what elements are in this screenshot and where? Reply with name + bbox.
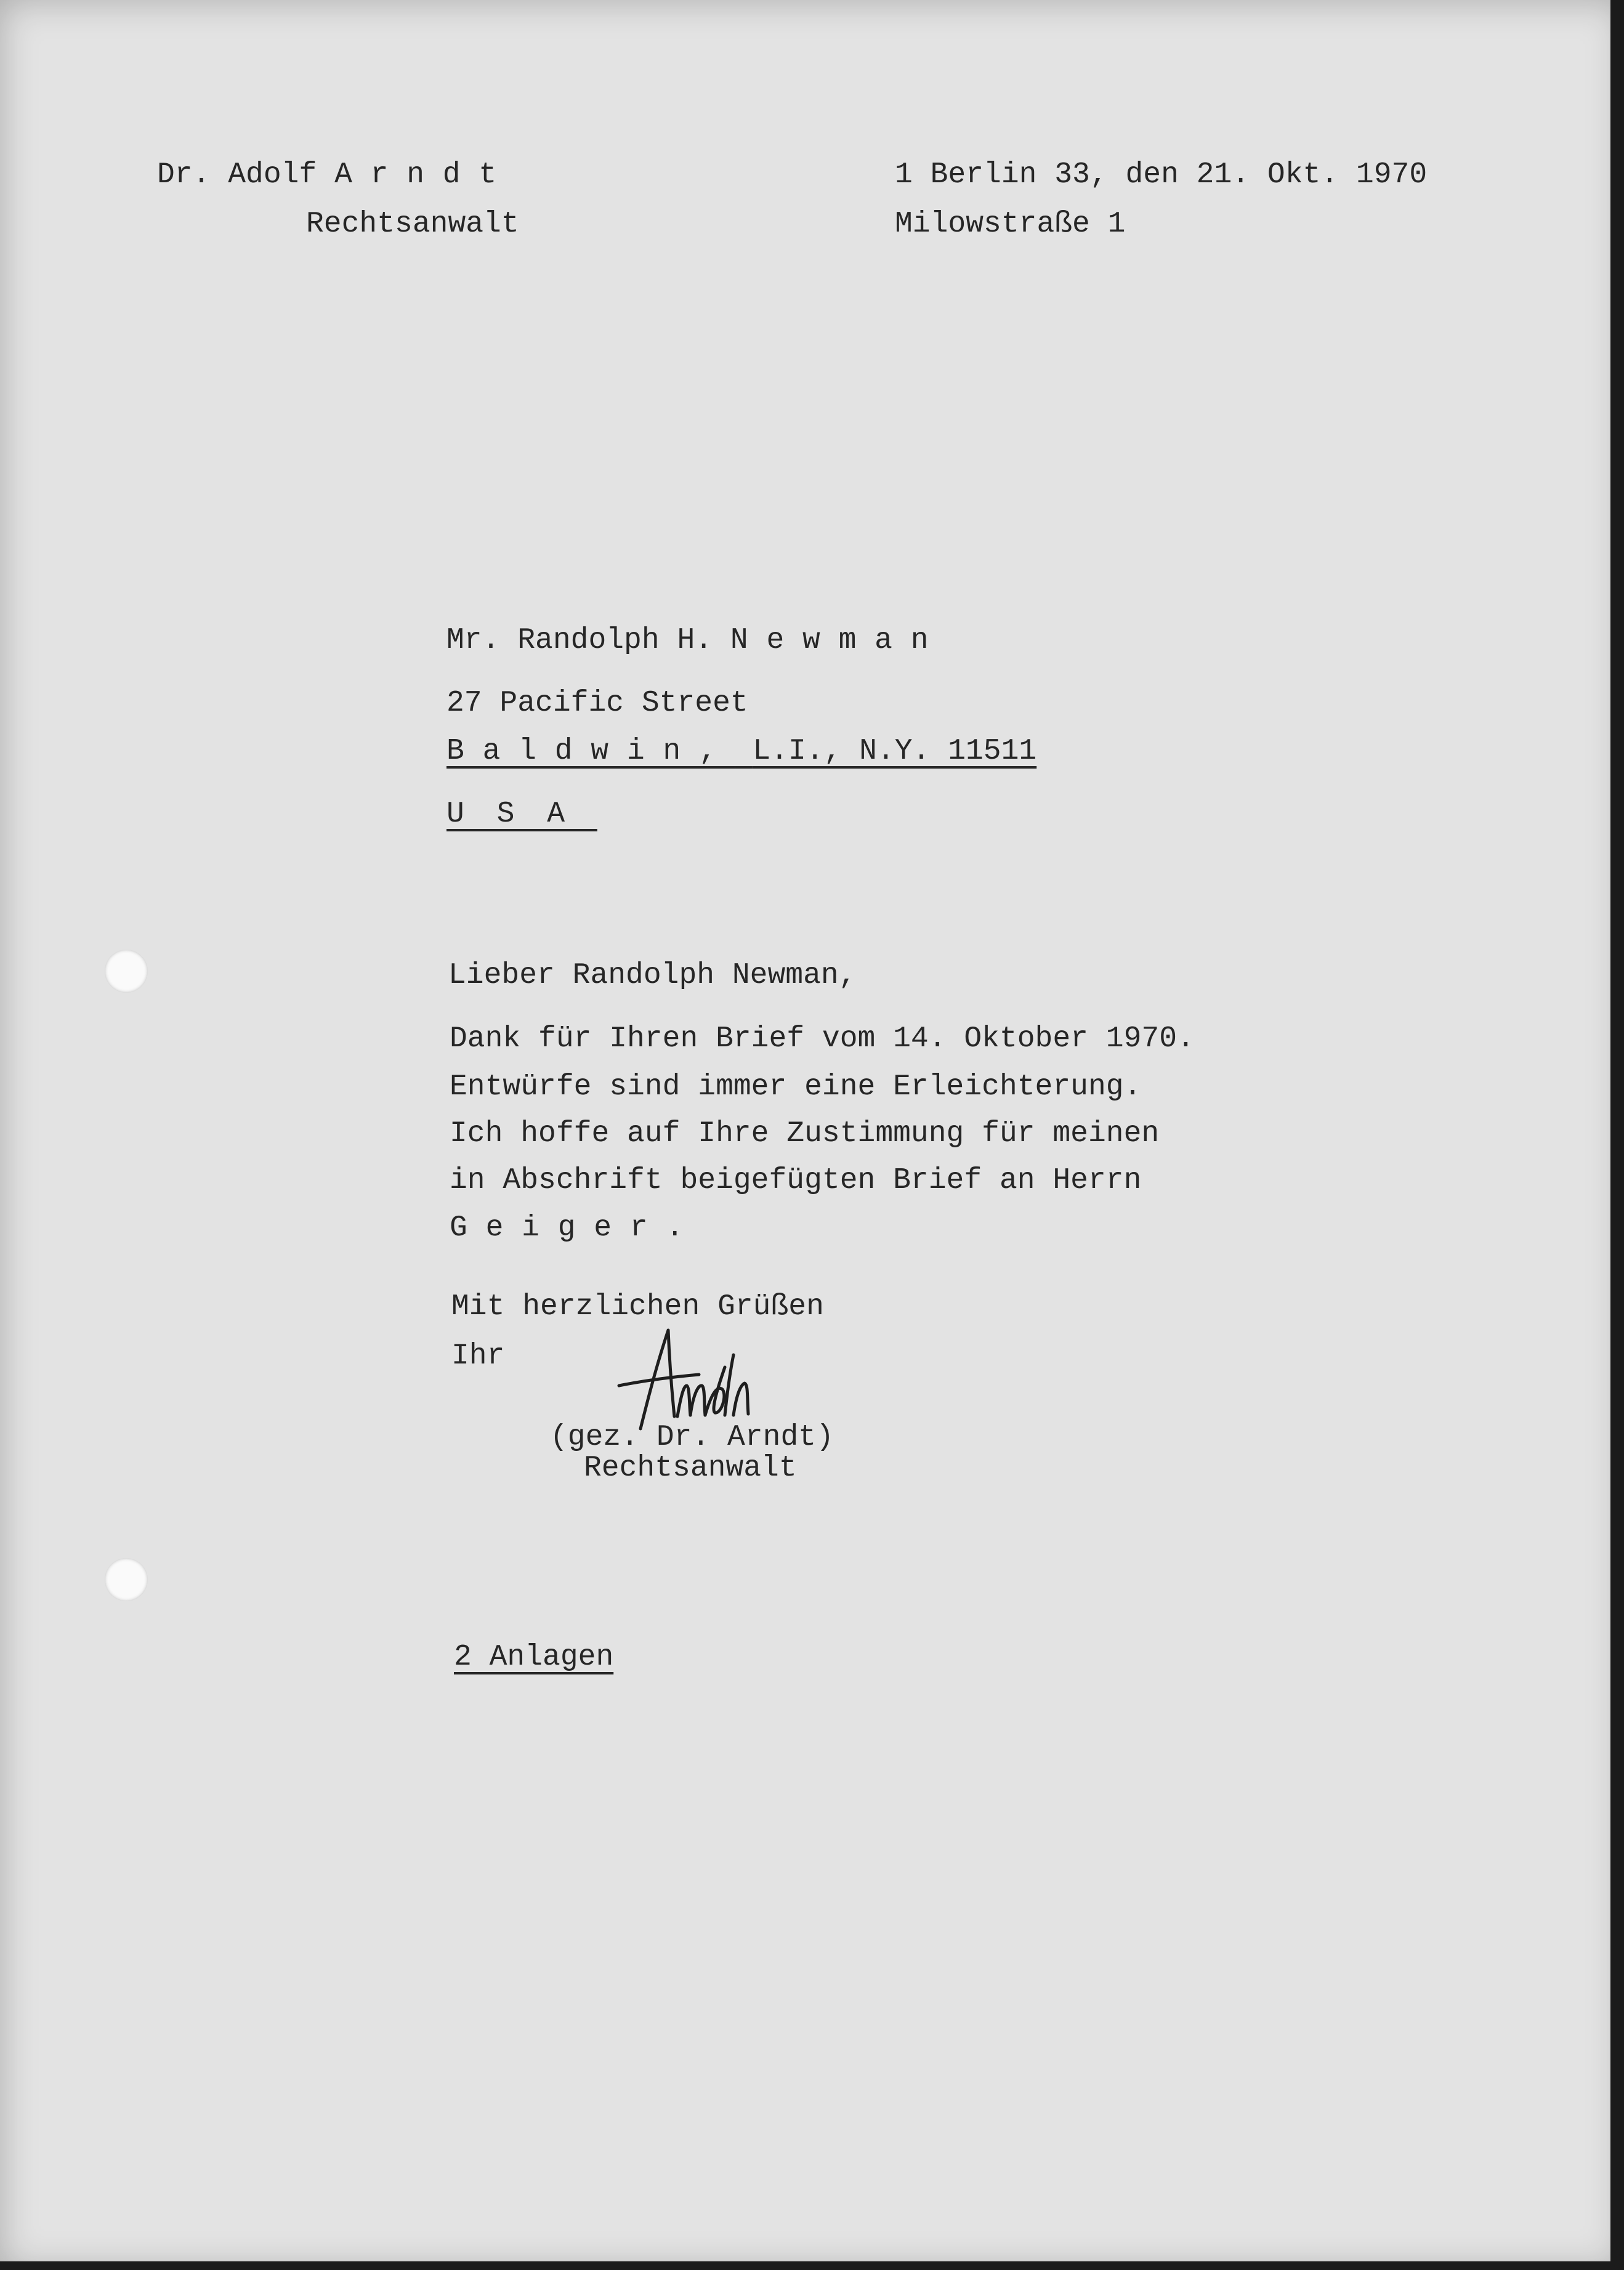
sender-street: Milowstraße 1 (895, 208, 1126, 241)
recipient-name-prefix: Mr. Randolph H. (446, 624, 713, 657)
place-date: 1 Berlin 33, den 21. Okt. 1970 (895, 158, 1428, 192)
recipient-city-rest: L.I., N.Y. 11511 (753, 735, 1037, 768)
recipient-city-name: Baldwin, (446, 735, 735, 768)
enclosures: 2 Anlagen (454, 1641, 614, 1674)
scan-border-bottom (0, 2261, 1624, 2270)
recipient-country: USA (446, 798, 597, 831)
recipient-name (446, 626, 947, 655)
body-line-5: Geiger. (450, 1211, 702, 1245)
punch-hole-top (105, 950, 148, 993)
salutation: Lieber Randolph Newman, (448, 959, 857, 992)
sender-name (157, 160, 515, 190)
recipient-street: 27 Pacific Street (446, 687, 748, 720)
handwritten-signature (613, 1324, 761, 1435)
signature-title: Rechtsanwalt (584, 1452, 797, 1485)
recipient-city (446, 737, 1036, 766)
signature-name: (gez. Dr. Arndt) (550, 1421, 834, 1454)
body-line-1: Dank für Ihren Brief vom 14. Oktober 1970. (450, 1022, 1195, 1056)
recipient-surname: Newman (730, 624, 947, 657)
closing-line-1: Mit herzlichen Grüßen (451, 1290, 824, 1323)
closing-line-2: Ihr (451, 1339, 505, 1373)
body-line-4: in Abschrift beigefügten Brief an Herrn (450, 1164, 1142, 1197)
body-line-2: Entwürfe sind immer eine Erleichterung. (450, 1070, 1142, 1104)
scan-border-right (1610, 0, 1624, 2270)
sender-title: Rechtsanwalt (306, 208, 519, 241)
sender-surname: Arndt (334, 158, 515, 192)
punch-hole-bottom (105, 1558, 148, 1601)
body-line-3: Ich hoffe auf Ihre Zustimmung für meinen (450, 1117, 1160, 1150)
sender-name-prefix: Dr. Adolf (157, 158, 317, 192)
